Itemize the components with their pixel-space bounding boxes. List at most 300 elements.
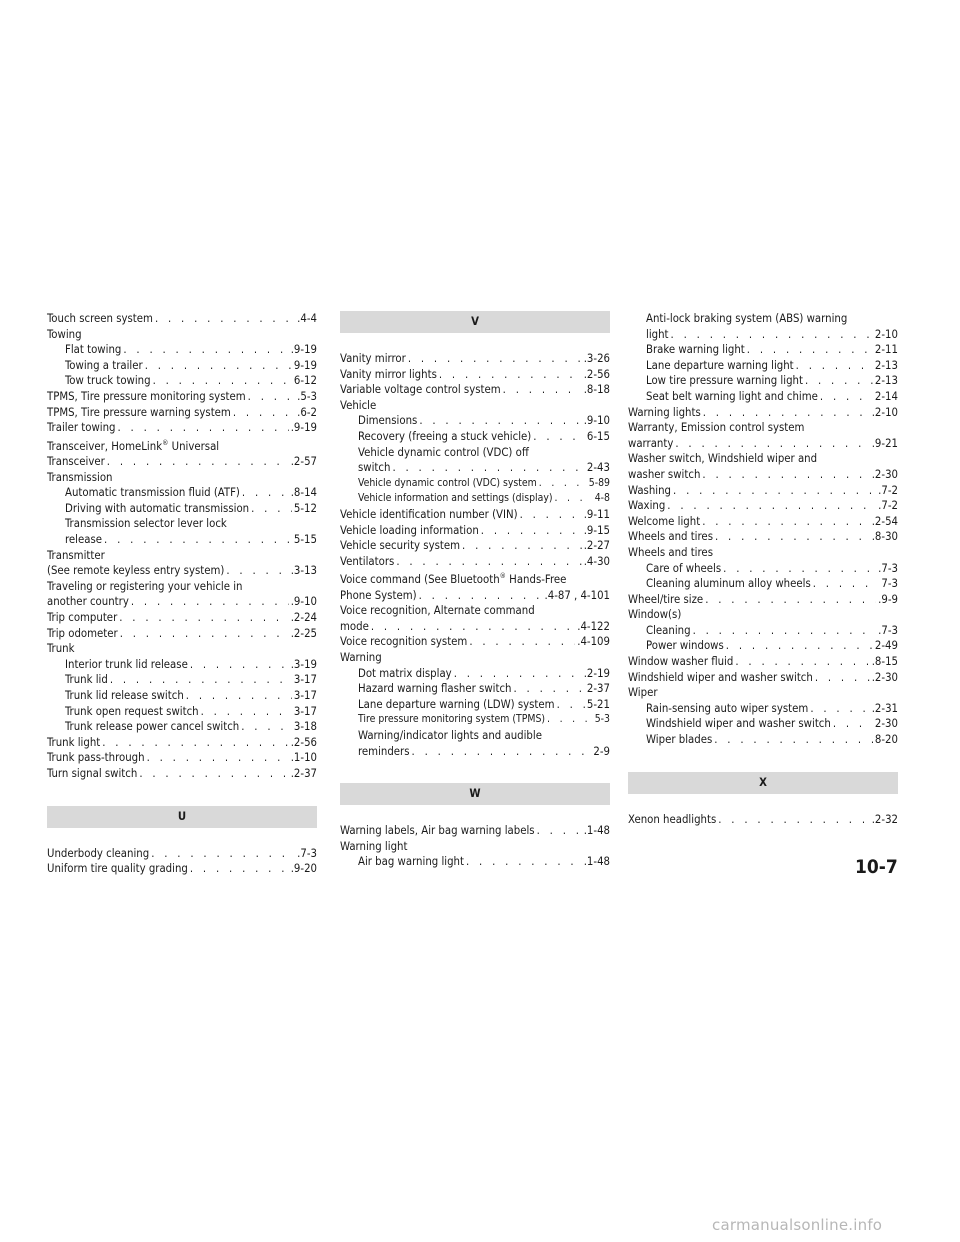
dot-leader bbox=[190, 861, 289, 877]
index-entry bbox=[340, 854, 610, 870]
index-entry bbox=[47, 750, 317, 766]
index-entry bbox=[628, 716, 898, 732]
index-entry bbox=[47, 610, 317, 626]
index-entry bbox=[628, 592, 898, 608]
index-entry-page: .1-48 bbox=[583, 855, 610, 869]
index-entry bbox=[628, 732, 898, 748]
index-entry-page: .2-30 bbox=[871, 670, 898, 684]
index-entry-page: 2-49 bbox=[874, 639, 898, 653]
index-entry-page: .7-2 bbox=[878, 499, 898, 513]
dot-leader bbox=[155, 311, 295, 327]
dot-leader bbox=[118, 420, 289, 436]
index-entry bbox=[47, 485, 317, 501]
dot-leader bbox=[833, 716, 873, 732]
index-entry-page: 6-15 bbox=[586, 429, 610, 443]
index-heading-text bbox=[47, 641, 317, 657]
letter-heading: U bbox=[47, 806, 317, 828]
index-entry-label: (See remote keyless entry system) bbox=[47, 564, 225, 578]
index-text-rest: Hands-Free bbox=[505, 573, 567, 587]
index-entry-page: 3-17 bbox=[293, 673, 317, 687]
index-entry-label: switch bbox=[358, 461, 391, 475]
index-entry-page: .8-18 bbox=[583, 383, 610, 397]
index-entry bbox=[628, 529, 898, 545]
index-entry-page: .9-10 bbox=[290, 595, 317, 609]
dot-leader bbox=[726, 638, 873, 654]
index-entry-page: .9-15 bbox=[583, 523, 610, 537]
index-text-label: Warranty, Emission control system bbox=[628, 421, 805, 435]
dot-leader bbox=[796, 358, 873, 374]
index-entry bbox=[47, 719, 317, 735]
index-text-label: Wiper bbox=[628, 686, 658, 700]
index-entry bbox=[628, 405, 898, 421]
index-entry-label: washer switch bbox=[628, 467, 701, 481]
index-text-label: Transmission bbox=[47, 470, 113, 484]
index-entry bbox=[340, 382, 610, 398]
index-entry-label: Trip computer bbox=[47, 611, 118, 625]
index-entry-page: 5-12 bbox=[293, 501, 317, 515]
dot-leader bbox=[145, 358, 292, 374]
index-entry bbox=[340, 712, 610, 728]
index-entry-label: Tire pressure monitoring system (TPMS) bbox=[358, 713, 546, 726]
index-entry bbox=[47, 389, 317, 405]
index-entry-page: .2-54 bbox=[871, 514, 898, 528]
index-entry bbox=[340, 413, 610, 429]
index-entry bbox=[47, 420, 317, 436]
index-entry bbox=[628, 373, 898, 389]
index-entry-page: .5-3 bbox=[297, 389, 317, 403]
dot-leader bbox=[396, 554, 581, 570]
index-entry bbox=[340, 507, 610, 523]
dot-leader bbox=[419, 588, 543, 604]
index-entry-label: Turn signal switch bbox=[47, 766, 138, 780]
index-entry bbox=[628, 483, 898, 499]
index-entry bbox=[47, 735, 317, 751]
index-heading-text bbox=[47, 516, 317, 532]
index-text-label: Warning bbox=[340, 651, 382, 665]
index-entry-page: .4-122 bbox=[577, 619, 610, 633]
index-heading-text bbox=[628, 311, 898, 327]
index-entry-label: Tow truck towing bbox=[65, 374, 151, 388]
index-entry bbox=[47, 594, 317, 610]
index-entry-page: .8-15 bbox=[871, 655, 898, 669]
dot-leader bbox=[820, 389, 873, 405]
index-entry-label: Vehicle information and settings (display) bbox=[358, 492, 553, 505]
index-entry bbox=[47, 532, 317, 548]
index-entry-page: .3-26 bbox=[583, 352, 610, 365]
index-heading-text bbox=[340, 569, 610, 587]
index-entry-label: Vanity mirror lights bbox=[340, 367, 437, 381]
index-entry-label: Vanity mirror bbox=[340, 352, 406, 365]
index-entry-page: 2-10 bbox=[874, 327, 898, 341]
index-entry-page: .7-3 bbox=[297, 846, 317, 860]
index-entry bbox=[628, 812, 898, 828]
dot-leader bbox=[147, 750, 289, 766]
index-entry-label: Phone System) bbox=[340, 588, 417, 602]
index-entry bbox=[47, 454, 317, 470]
index-entry-page: 5-15 bbox=[293, 533, 317, 547]
index-entry-label: Towing a trailer bbox=[65, 358, 143, 372]
index-entry-label: Trunk light bbox=[47, 735, 101, 749]
index-entry-page: 2-11 bbox=[874, 343, 898, 357]
index-text-label: Transceiver, HomeLink bbox=[47, 439, 163, 453]
index-entry bbox=[628, 561, 898, 577]
index-entry-label: Trip odometer bbox=[47, 626, 118, 640]
index-entry bbox=[340, 367, 610, 383]
index-entry-label: Trunk open request switch bbox=[65, 704, 199, 718]
index-column-1 bbox=[47, 311, 317, 877]
index-text-label: Vehicle dynamic control (VDC) off bbox=[358, 445, 529, 459]
index-entry-label: Trailer towing bbox=[47, 421, 116, 435]
dot-leader bbox=[408, 351, 582, 367]
index-entry-label: TPMS, Tire pressure warning system bbox=[47, 405, 231, 419]
index-entry-label: Automatic transmission fluid (ATF) bbox=[65, 486, 240, 500]
index-entry-label: Trunk pass-through bbox=[47, 751, 145, 765]
index-heading-text bbox=[628, 685, 898, 701]
index-entry-page: 5-3 bbox=[594, 713, 610, 726]
dot-leader bbox=[107, 454, 289, 470]
dot-leader bbox=[139, 766, 288, 782]
index-entry-label: Recovery (freeing a stuck vehicle) bbox=[358, 429, 532, 443]
dot-leader bbox=[123, 342, 288, 358]
dot-leader bbox=[718, 812, 869, 828]
index-entry bbox=[340, 681, 610, 697]
index-entry-page: 2-37 bbox=[586, 682, 610, 696]
index-entry bbox=[628, 389, 898, 405]
dot-leader bbox=[813, 576, 880, 592]
index-column-2 bbox=[340, 311, 610, 870]
index-entry-page: .4-30 bbox=[583, 554, 610, 568]
index-heading-text bbox=[340, 445, 610, 461]
index-entry bbox=[340, 429, 610, 445]
index-entry-label: Power windows bbox=[646, 639, 724, 653]
index-entry-label: Driving with automatic transmission bbox=[65, 501, 250, 515]
index-entry bbox=[47, 358, 317, 374]
dot-leader bbox=[439, 367, 582, 383]
index-text-rest: Universal bbox=[168, 439, 220, 453]
index-entry bbox=[340, 491, 610, 507]
index-entry bbox=[628, 358, 898, 374]
index-entry-label: Low tire pressure warning light bbox=[646, 374, 803, 388]
index-entry bbox=[628, 514, 898, 530]
dot-leader bbox=[233, 405, 295, 421]
index-entry bbox=[628, 576, 898, 592]
index-text-label: Voice recognition, Alternate command bbox=[340, 604, 535, 618]
dot-leader bbox=[469, 634, 575, 650]
index-entry bbox=[340, 744, 610, 760]
dot-leader bbox=[371, 619, 575, 635]
index-entry-label: warranty bbox=[628, 436, 674, 450]
index-entry-label: Lane departure warning light bbox=[646, 358, 794, 372]
index-text-label: Window(s) bbox=[628, 608, 682, 622]
index-entry-page: .2-19 bbox=[583, 666, 610, 680]
index-entry-label: Air bag warning light bbox=[358, 855, 464, 869]
index-text-label: Towing bbox=[47, 327, 82, 341]
index-entry-page: .1-10 bbox=[290, 751, 317, 765]
index-entry bbox=[47, 688, 317, 704]
dot-leader bbox=[241, 719, 292, 735]
index-entry-label: Underbody cleaning bbox=[47, 846, 150, 860]
index-entry-label: Flat towing bbox=[65, 343, 122, 357]
index-entry-label: mode bbox=[340, 619, 369, 633]
index-entry bbox=[340, 666, 610, 682]
index-entry-label: Dimensions bbox=[358, 414, 418, 428]
index-entry-label: Ventilators bbox=[340, 554, 395, 568]
dot-leader bbox=[120, 626, 289, 642]
index-entry-page: .3-19 bbox=[290, 657, 317, 671]
index-text-label: Wheels and tires bbox=[628, 545, 713, 559]
index-entry bbox=[340, 823, 610, 839]
index-entry-page: .2-25 bbox=[290, 626, 317, 640]
dot-leader bbox=[693, 623, 877, 639]
dot-leader bbox=[520, 507, 582, 523]
dot-leader bbox=[153, 373, 292, 389]
dot-leader bbox=[131, 594, 289, 610]
index-entry-label: Window washer fluid bbox=[628, 655, 734, 669]
index-entry bbox=[628, 342, 898, 358]
dot-leader bbox=[673, 483, 876, 499]
registered-mark: ® bbox=[499, 572, 506, 581]
index-entry-page: .2-27 bbox=[583, 539, 610, 553]
registered-mark: ® bbox=[162, 438, 169, 447]
dot-leader bbox=[242, 485, 289, 501]
index-entry bbox=[628, 623, 898, 639]
dot-leader bbox=[419, 413, 581, 429]
index-entry-label: Seat belt warning light and chime bbox=[646, 389, 818, 403]
dot-leader bbox=[715, 529, 870, 545]
index-entry-page: .9-21 bbox=[871, 436, 898, 450]
index-text-label: Warning light bbox=[340, 839, 408, 853]
index-entry-page: 5-21 bbox=[586, 697, 610, 711]
dot-leader bbox=[815, 670, 870, 686]
index-entry-page: .9-11 bbox=[583, 507, 610, 521]
page-number: 10-7 bbox=[855, 856, 898, 878]
dot-leader bbox=[723, 561, 876, 577]
letter-heading: X bbox=[628, 772, 898, 794]
index-entry bbox=[340, 523, 610, 539]
index-entry-page: 3-18 bbox=[293, 720, 317, 734]
dot-leader bbox=[151, 846, 295, 862]
index-heading-text bbox=[47, 579, 317, 595]
index-text-label: Transmitter bbox=[47, 548, 105, 562]
dot-leader bbox=[503, 382, 582, 398]
index-text-label: Vehicle bbox=[340, 398, 377, 412]
index-entry-page: 2-13 bbox=[874, 358, 898, 372]
index-entry bbox=[340, 697, 610, 713]
dot-leader bbox=[251, 501, 292, 517]
index-entry bbox=[47, 861, 317, 877]
index-entry-page: .2-10 bbox=[871, 405, 898, 419]
index-entry-page: .2-32 bbox=[871, 812, 898, 826]
index-entry-page: .2-30 bbox=[871, 467, 898, 481]
index-heading-text bbox=[47, 548, 317, 564]
dot-leader bbox=[454, 666, 582, 682]
index-entry-page: 2-14 bbox=[874, 389, 898, 403]
dot-leader bbox=[539, 476, 587, 492]
index-entry-label: Cleaning aluminum alloy wheels bbox=[646, 577, 811, 591]
index-entry-label: Trunk lid bbox=[65, 673, 108, 687]
index-entry-label: Vehicle security system bbox=[340, 539, 461, 553]
index-entry-label: Rain-sensing auto wiper system bbox=[646, 701, 809, 715]
dot-leader bbox=[547, 712, 593, 728]
dot-leader bbox=[466, 854, 582, 870]
index-entry-label: Warning labels, Air bag warning labels bbox=[340, 824, 535, 838]
watermark: carmanualsonline.info bbox=[712, 1216, 883, 1234]
index-entry-label: Touch screen system bbox=[47, 312, 153, 325]
dot-leader bbox=[226, 563, 288, 579]
index-entry-page: .6-2 bbox=[297, 405, 317, 419]
dot-leader bbox=[110, 672, 292, 688]
index-entry-label: Xenon headlights bbox=[628, 812, 717, 826]
dot-leader bbox=[412, 744, 592, 760]
index-entry-label: Brake warning light bbox=[646, 343, 745, 357]
index-entry bbox=[340, 476, 610, 492]
dot-leader bbox=[702, 467, 869, 483]
index-text-label: Anti-lock braking system (ABS) warning bbox=[646, 312, 848, 325]
index-entry-page: 2-9 bbox=[593, 744, 610, 758]
index-entry-page: .8-14 bbox=[290, 486, 317, 500]
index-entry-page: .1-48 bbox=[583, 824, 610, 838]
index-entry-page: 5-89 bbox=[588, 476, 610, 489]
index-heading-text bbox=[340, 728, 610, 744]
index-entry-page: .2-56 bbox=[290, 735, 317, 749]
index-entry-label: Lane departure warning (LDW) system bbox=[358, 697, 555, 711]
index-text-label: Traveling or registering your vehicle in bbox=[47, 579, 243, 593]
index-entry bbox=[47, 373, 317, 389]
index-entry-label: Washing bbox=[628, 483, 672, 497]
index-entry bbox=[340, 634, 610, 650]
index-heading-text bbox=[628, 451, 898, 467]
index-entry bbox=[340, 538, 610, 554]
letter-heading: V bbox=[340, 311, 610, 333]
index-entry-label: Wheel/tire size bbox=[628, 592, 704, 606]
index-entry bbox=[340, 554, 610, 570]
index-entry-label: Care of wheels bbox=[646, 561, 722, 575]
index-entry bbox=[628, 638, 898, 654]
dot-leader bbox=[702, 514, 870, 530]
index-entry bbox=[340, 351, 610, 367]
index-entry bbox=[47, 672, 317, 688]
dot-leader bbox=[513, 681, 584, 697]
index-heading-text bbox=[628, 420, 898, 436]
dot-leader bbox=[675, 436, 869, 452]
index-entry-label: Welcome light bbox=[628, 514, 701, 528]
dot-leader bbox=[102, 735, 288, 751]
index-entry-page: .2-56 bbox=[583, 367, 610, 381]
index-text-label: Transmission selector lever lock bbox=[65, 517, 227, 531]
index-entry-page: .2-37 bbox=[290, 766, 317, 780]
index-entry bbox=[47, 563, 317, 579]
dot-leader bbox=[714, 732, 873, 748]
index-entry-label: Windshield wiper and washer switch bbox=[628, 670, 813, 684]
index-entry-page: 8-20 bbox=[874, 733, 898, 747]
dot-leader bbox=[555, 491, 593, 507]
index-entry-page: 9-19 bbox=[293, 358, 317, 372]
index-entry-page: .8-30 bbox=[871, 530, 898, 544]
index-entry bbox=[628, 327, 898, 343]
letter-heading: W bbox=[340, 783, 610, 805]
index-entry bbox=[47, 704, 317, 720]
index-entry-label: Trunk lid release switch bbox=[65, 689, 184, 703]
index-text-label: Washer switch, Windshield wiper and bbox=[628, 452, 818, 466]
index-heading-text bbox=[340, 650, 610, 666]
index-entry-label: Uniform tire quality grading bbox=[47, 862, 188, 876]
index-entry-label: Vehicle dynamic control (VDC) system bbox=[358, 476, 537, 489]
index-entry bbox=[47, 342, 317, 358]
index-entry-label: reminders bbox=[358, 744, 410, 758]
index-entry-page: .9-20 bbox=[290, 862, 317, 876]
index-entry-page: .4-109 bbox=[577, 635, 610, 649]
index-entry-label: Variable voltage control system bbox=[340, 383, 501, 397]
index-entry-label: Interior trunk lid release bbox=[65, 657, 188, 671]
index-entry bbox=[47, 657, 317, 673]
index-entry-label: Voice recognition system bbox=[340, 635, 468, 649]
index-entry bbox=[628, 467, 898, 483]
dot-leader bbox=[537, 823, 582, 839]
index-entry bbox=[340, 588, 610, 604]
index-entry-label: Wheels and tires bbox=[628, 530, 713, 544]
index-entry bbox=[628, 436, 898, 452]
index-entry-page: .2-24 bbox=[290, 611, 317, 625]
index-entry bbox=[340, 619, 610, 635]
dot-leader bbox=[104, 532, 292, 548]
index-heading-text bbox=[340, 398, 610, 414]
dot-leader bbox=[805, 373, 873, 389]
index-entry-page: .4-87 , 4-101 bbox=[544, 588, 610, 602]
index-entry-page: .9-19 bbox=[290, 343, 317, 357]
index-heading-text bbox=[340, 839, 610, 855]
index-entry-page: 6-12 bbox=[293, 374, 317, 388]
index-entry bbox=[47, 846, 317, 862]
dot-leader bbox=[667, 498, 876, 514]
index-entry-label: Trunk release power cancel switch bbox=[65, 720, 240, 734]
dot-leader bbox=[671, 327, 873, 343]
index-entry-label: Waxing bbox=[628, 499, 666, 513]
index-entry-label: Vehicle identification number (VIN) bbox=[340, 507, 518, 521]
index-entry-label: Vehicle loading information bbox=[340, 523, 479, 537]
index-column-3 bbox=[628, 311, 898, 827]
dot-leader bbox=[747, 342, 873, 358]
index-entry-label: light bbox=[646, 327, 669, 341]
dot-leader bbox=[533, 429, 585, 445]
index-entry-page: .2-57 bbox=[290, 455, 317, 469]
index-heading-text bbox=[47, 327, 317, 343]
dot-leader bbox=[186, 688, 292, 704]
index-entry-page: .9-10 bbox=[583, 414, 610, 428]
index-entry-label: Windshield wiper and washer switch bbox=[646, 717, 831, 731]
index-entry-page: 4-8 bbox=[594, 492, 610, 505]
index-entry-page: .3-13 bbox=[290, 564, 317, 578]
index-entry bbox=[628, 498, 898, 514]
index-entry-label: Hazard warning flasher switch bbox=[358, 682, 512, 696]
index-heading-text bbox=[628, 607, 898, 623]
index-entry bbox=[47, 501, 317, 517]
index-entry bbox=[628, 654, 898, 670]
index-entry-page: .9-19 bbox=[290, 421, 317, 435]
index-text-label: Warning/indicator lights and audible bbox=[358, 729, 542, 743]
index-entry-page: 2-43 bbox=[586, 461, 610, 475]
index-entry-page: 2-13 bbox=[874, 374, 898, 388]
index-entry bbox=[47, 626, 317, 642]
dot-leader bbox=[248, 389, 296, 405]
index-heading-text bbox=[47, 436, 317, 454]
index-entry-label: Dot matrix display bbox=[358, 666, 452, 680]
index-text-label: Voice command (See Bluetooth bbox=[340, 573, 500, 587]
index-entry-page: 2-30 bbox=[874, 717, 898, 731]
index-entry-page: .9-9 bbox=[878, 592, 898, 606]
dot-leader bbox=[557, 697, 585, 713]
index-entry-page: 3-17 bbox=[293, 704, 317, 718]
index-entry bbox=[628, 701, 898, 717]
